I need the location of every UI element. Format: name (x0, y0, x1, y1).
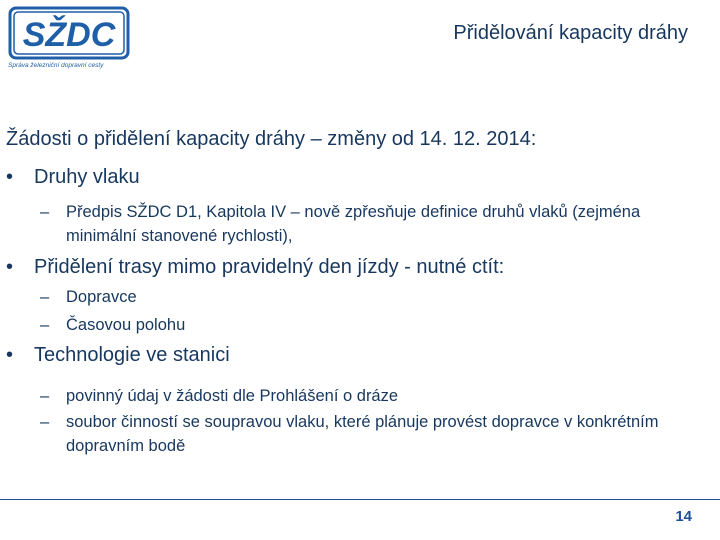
bullet-item (6, 256, 504, 279)
sub-bullet-mark: – (40, 387, 50, 405)
sub-bullet-item (40, 313, 680, 337)
bullet-item (6, 344, 230, 367)
footer-divider (0, 499, 720, 500)
sub-bullet-mark: – (40, 203, 50, 221)
bullet-text: Technologie ve stanici (34, 344, 230, 366)
logo-text: SŽDC (22, 16, 116, 54)
bullet-text: Přidělení trasy mimo pravidelný den jízdy - nutné ctít: (34, 256, 505, 278)
logo-caption: Správa železniční dopravní cesty (8, 62, 104, 69)
bullet-mark: • (6, 256, 14, 278)
szdc-logo-mark (8, 6, 130, 60)
sub-bullet-item (40, 384, 680, 408)
sub-bullet-text: Dopravce (66, 288, 137, 306)
sub-bullet-item (40, 410, 660, 458)
bullet-text: Druhy vlaku (34, 166, 140, 188)
sub-bullet-mark: – (40, 288, 50, 306)
page-number: 14 (675, 508, 692, 525)
sub-bullet-item (40, 285, 680, 309)
sub-bullet-mark: – (40, 413, 50, 431)
sub-bullet-text: Časovou polohu (66, 316, 186, 334)
bullet-mark: • (6, 166, 14, 188)
bullet-item (6, 166, 140, 189)
sub-bullet-mark: – (40, 316, 50, 334)
logo (8, 6, 130, 74)
sub-bullet-text: soubor činností se soupravou vlaku, které plánuje provést dopravce v konkrétním dopravním bodě (66, 413, 659, 455)
bullet-mark: • (6, 344, 14, 366)
page-header-title: Přidělování kapacity dráhy (453, 22, 688, 44)
sub-bullet-text: povinný údaj v žádosti dle Prohlášení o dráze (66, 387, 399, 405)
sub-bullet-text: Předpis SŽDC D1, Kapitola IV – nově zpřesňuje definice druhů vlaků (zejména minimální stanovené rychlosti), (66, 203, 641, 245)
slide-heading: Žádosti o přidělení kapacity dráhy – změny od 14. 12. 2014: (6, 128, 537, 150)
sub-bullet-item (40, 200, 680, 248)
